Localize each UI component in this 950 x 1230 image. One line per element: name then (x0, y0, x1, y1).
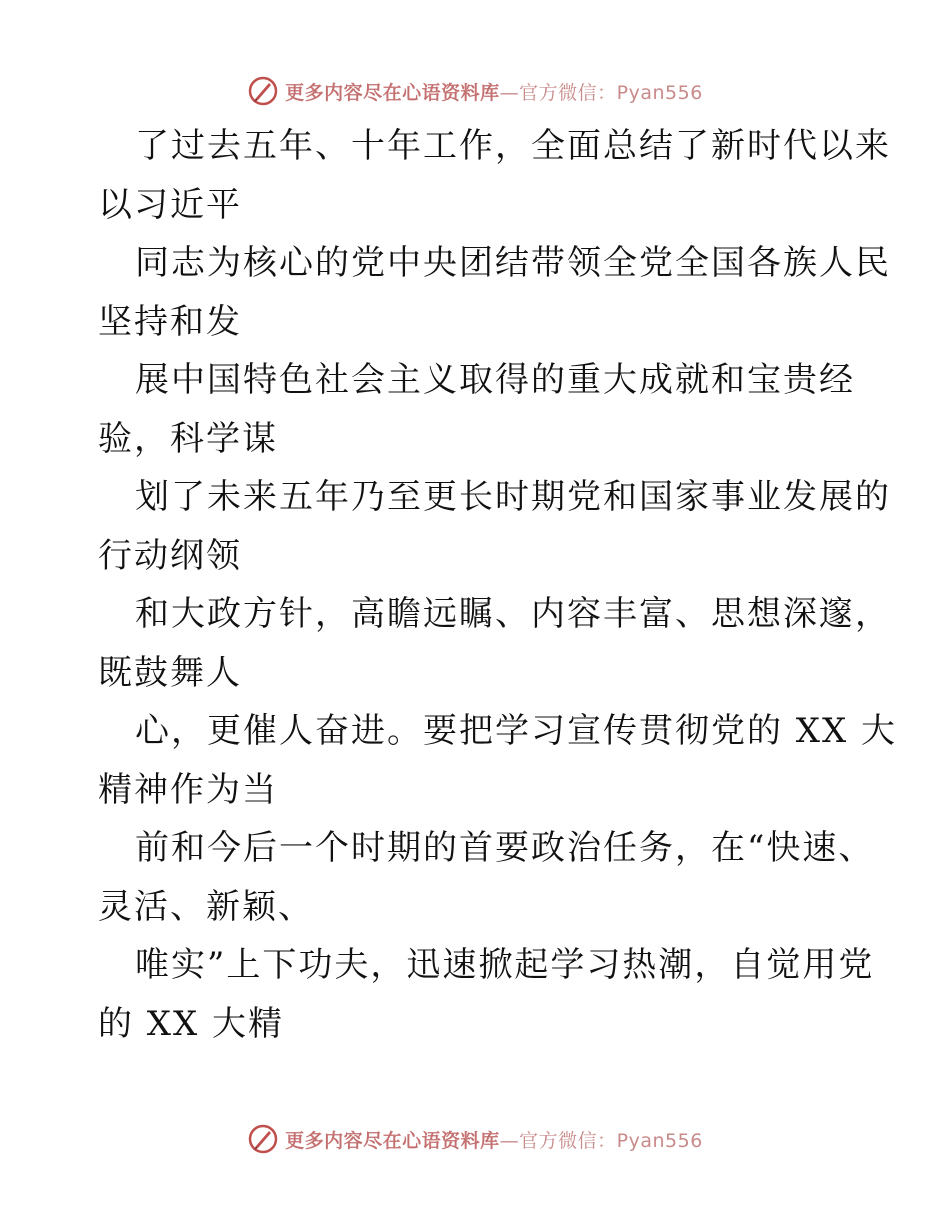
watermark-brand: 更多内容尽在心语资料库 (285, 1129, 500, 1152)
watermark-text (285, 78, 703, 105)
watermark-text (285, 1126, 703, 1153)
paragraph-line: 前和今后一个时期的首要政治任务，在“快速、 (135, 828, 875, 868)
watermark-dash: — (499, 81, 520, 104)
paragraph-line: 精神作为当 (98, 770, 278, 810)
watermark-brand: 更多内容尽在心语资料库 (285, 81, 500, 104)
paragraph-line: 灵活、新颖、 (98, 887, 314, 927)
paragraph-line: 坚持和发 (98, 302, 242, 342)
paragraph-line: 的 XX 大精 (98, 1004, 285, 1044)
paragraph-line: 划了未来五年乃至更长时期党和国家事业发展的 (135, 477, 891, 517)
watermark-suffix: 官方微信：Pyan556 (519, 1129, 703, 1152)
paragraph-line: 和大政方针，高瞻远瞩、内容丰富、思想深邃， (135, 594, 891, 634)
paragraph-line: 同志为核心的党中央团结带领全党全国各族人民 (135, 243, 891, 283)
header-watermark (0, 71, 950, 111)
paragraph-line: 验，科学谋 (98, 419, 278, 459)
paragraph-line: 既鼓舞人 (98, 653, 242, 693)
quill-logo-icon (247, 1123, 279, 1155)
paragraph-line: 了过去五年、十年工作，全面总结了新时代以来 (135, 126, 891, 166)
paragraph-line: 心，更催人奋进。要把学习宣传贯彻党的 XX 大 (135, 711, 898, 751)
footer-watermark (0, 1119, 950, 1159)
paragraph-line: 唯实”上下功夫，迅速掀起学习热潮，自觉用党 (135, 945, 875, 985)
watermark-suffix: 官方微信：Pyan556 (519, 81, 703, 104)
paragraph-line: 展中国特色社会主义取得的重大成就和宝贵经 (135, 360, 855, 400)
watermark-dash: — (499, 1129, 520, 1152)
paragraph-line: 行动纲领 (98, 536, 242, 576)
quill-logo-icon (247, 75, 279, 107)
paragraph-line: 以习近平 (98, 185, 242, 225)
